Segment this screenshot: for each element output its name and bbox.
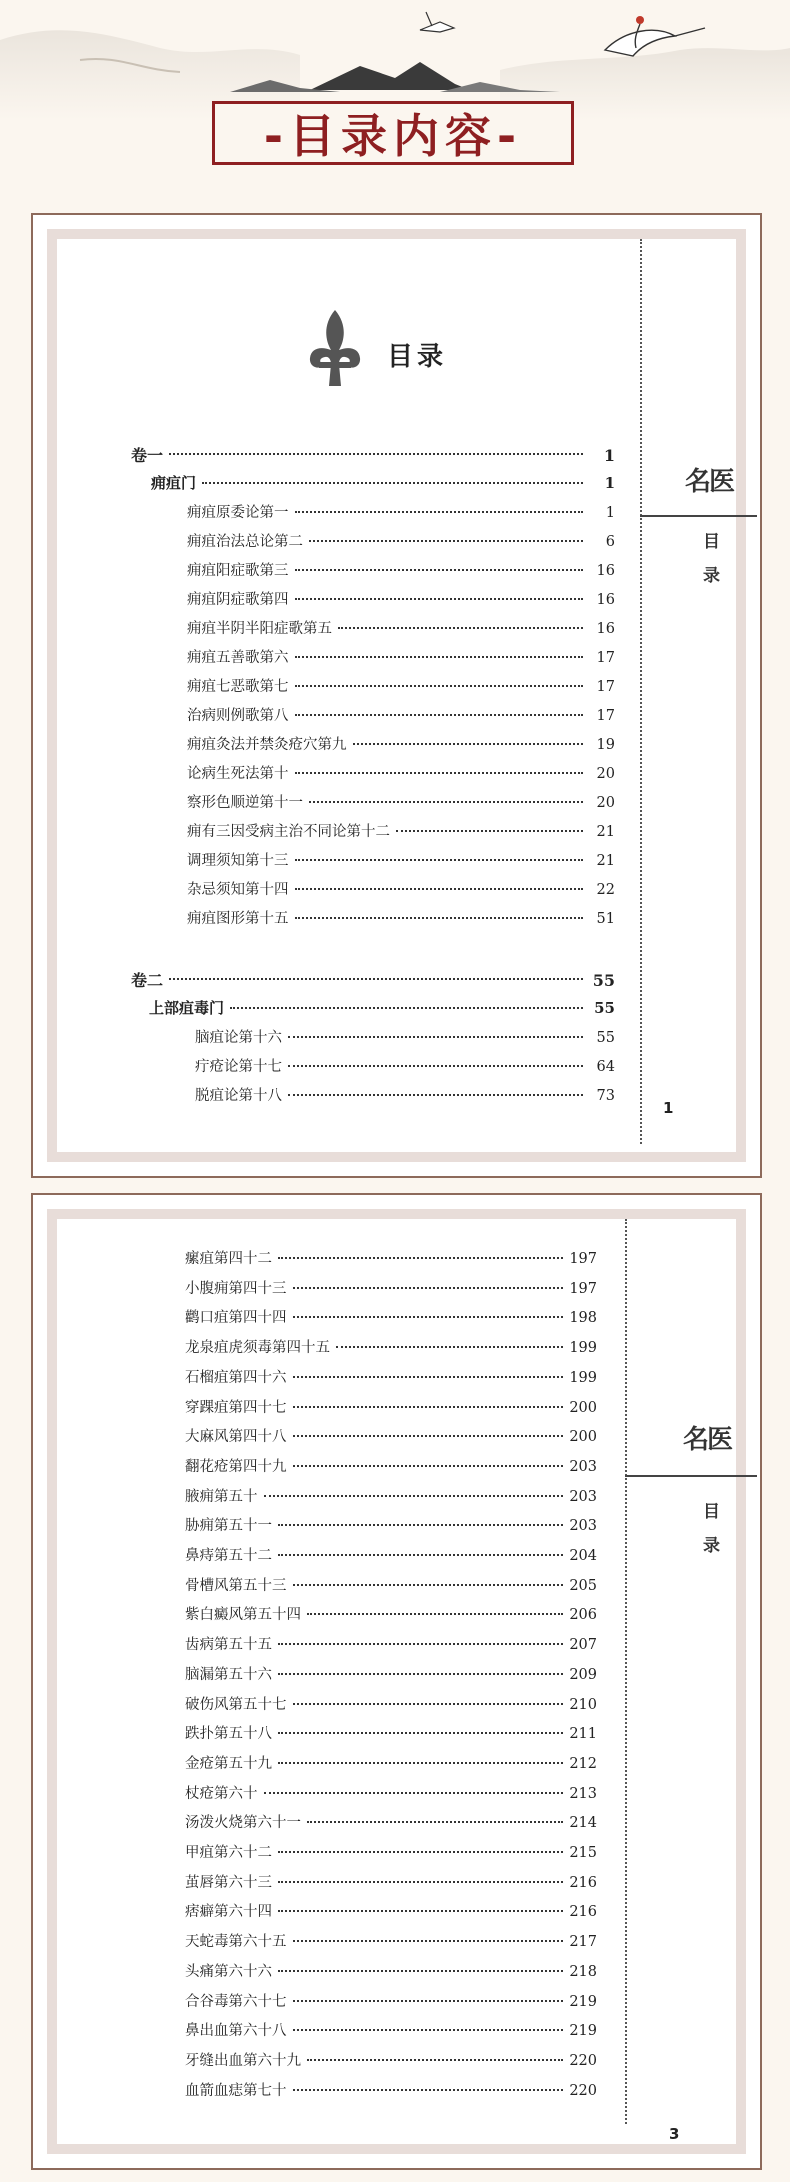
toc-list-2 — [57, 1219, 736, 2144]
toc-entry-page: 219 — [569, 1993, 597, 2010]
toc-entry-label: 脑漏第五十六 — [185, 1666, 272, 1683]
toc-entry-page: 218 — [569, 1963, 597, 1980]
dot-leader — [353, 743, 584, 745]
toc-entry[interactable] — [185, 1841, 597, 1863]
toc-entry-page: 1 — [603, 446, 615, 465]
toc-entry[interactable] — [185, 1990, 597, 2012]
toc-entry[interactable] — [185, 1336, 597, 1358]
page-divider — [625, 1219, 627, 2124]
side-rule — [625, 1475, 757, 1477]
toc-entry[interactable] — [185, 1247, 597, 1269]
toc-entry-page: 203 — [569, 1518, 597, 1535]
toc-entry-page: 220 — [569, 2082, 597, 2099]
dot-leader — [230, 1007, 583, 1009]
dot-leader — [264, 1495, 564, 1497]
toc-entry-label: 脑疽论第十六 — [195, 1030, 282, 1046]
toc-entry[interactable] — [185, 1752, 597, 1774]
toc-entry-label: 骨槽风第五十三 — [185, 1577, 287, 1594]
toc-entry-label: 金疮第五十九 — [185, 1755, 272, 1772]
toc-entry-label: 腋痈第五十 — [185, 1488, 258, 1505]
toc-entry-page: 1 — [605, 505, 615, 521]
toc-entry-page: 204 — [569, 1548, 597, 1564]
side-char-lu: 录 — [703, 1536, 720, 1556]
toc-entry[interactable] — [131, 968, 615, 990]
toc-entry[interactable] — [185, 1514, 597, 1536]
toc-entry-label: 天蛇毒第六十五 — [185, 1934, 287, 1951]
dot-leader — [278, 1970, 563, 1972]
toc-entry-page: 206 — [569, 1607, 597, 1624]
toc-entry-label: 汤泼火烧第六十一 — [185, 1815, 301, 1832]
dot-leader — [264, 1792, 564, 1794]
dot-leader — [295, 888, 584, 890]
side-rule — [640, 515, 757, 517]
dot-leader — [309, 801, 583, 803]
toc-entry[interactable] — [187, 704, 615, 726]
toc-entry[interactable] — [185, 1574, 597, 1596]
page-number: 3 — [669, 2125, 680, 2143]
dot-leader — [336, 1346, 563, 1348]
dot-leader — [295, 917, 584, 919]
toc-entry[interactable] — [185, 1396, 597, 1418]
toc-entry[interactable] — [187, 617, 615, 639]
toc-entry[interactable] — [187, 588, 615, 610]
toc-entry-page: 203 — [569, 1458, 597, 1475]
dot-leader — [293, 1703, 564, 1705]
dot-leader — [309, 540, 583, 542]
dot-leader — [293, 1287, 564, 1289]
toc-entry[interactable] — [187, 530, 615, 552]
toc-entry-page: 55 — [596, 1030, 615, 1046]
dot-leader — [295, 685, 584, 687]
toc-entry-label: 痈疽原委论第一 — [187, 505, 289, 521]
dot-leader — [293, 1435, 564, 1437]
toc-entry[interactable] — [185, 1306, 597, 1328]
dot-leader — [293, 1316, 564, 1318]
toc-entry-label: 鼻痔第五十二 — [185, 1548, 272, 1564]
toc-entry-page: 17 — [596, 650, 615, 666]
toc-entry-page: 20 — [596, 795, 615, 811]
toc-entry[interactable] — [185, 1485, 597, 1507]
toc-entry[interactable] — [185, 1277, 597, 1299]
dot-leader — [288, 1036, 583, 1038]
toc-entry[interactable] — [187, 733, 615, 755]
toc-entry-label: 脱疽论第十八 — [195, 1088, 282, 1104]
toc-entry-page: 55 — [594, 999, 615, 1017]
dot-leader — [293, 1376, 564, 1378]
toc-entry-label: 穿踝疽第四十七 — [185, 1399, 287, 1416]
dot-leader — [295, 598, 584, 600]
toc-entry[interactable] — [187, 791, 615, 813]
toc-entry-label: 合谷毒第六十七 — [185, 1993, 287, 2010]
toc-entry-page: 6 — [605, 534, 615, 550]
toc-entry-label: 血箭血痣第七十 — [185, 2082, 287, 2099]
toc-entry[interactable] — [185, 1693, 597, 1715]
toc-entry[interactable] — [185, 1930, 597, 1952]
toc-entry-label: 鼻出血第六十八 — [185, 2023, 287, 2040]
dot-leader — [295, 656, 584, 658]
dot-leader — [288, 1094, 583, 1096]
toc-entry-page: 216 — [569, 1904, 597, 1921]
dot-leader — [278, 1910, 563, 1912]
toc-entry[interactable] — [185, 1960, 597, 1982]
toc-entry-page: 215 — [569, 1845, 597, 1861]
dot-leader — [278, 1524, 563, 1526]
toc-entry-page: 16 — [596, 621, 615, 637]
toc-page-1-inner — [47, 229, 746, 1162]
toc-entry-label: 痈疽门 — [151, 474, 197, 492]
toc-entry-label: 痈疽灸法并禁灸疮穴第九 — [187, 737, 347, 753]
toc-entry-label: 论病生死法第十 — [187, 766, 289, 782]
toc-entry-page: 200 — [569, 1429, 597, 1446]
toc-entry-page: 16 — [596, 592, 615, 608]
toc-entry-label: 治病则例歌第八 — [187, 708, 289, 724]
header-banner — [0, 0, 790, 190]
toc-entry[interactable] — [185, 1544, 597, 1566]
toc-entry-page: 213 — [569, 1785, 597, 1802]
toc-entry-label: 紫白癜风第五十四 — [185, 1607, 301, 1624]
dot-leader — [293, 1584, 564, 1586]
toc-entry-page: 203 — [569, 1488, 597, 1505]
toc-entry-page: 73 — [596, 1088, 615, 1104]
toc-entry-page: 197 — [569, 1280, 597, 1297]
toc-entry-label: 痈疽阴症歌第四 — [187, 592, 289, 608]
dot-leader — [169, 453, 583, 455]
dot-leader — [278, 1257, 563, 1259]
toc-entry-label: 杖疮第六十 — [185, 1785, 258, 1802]
toc-entry[interactable] — [185, 1455, 597, 1477]
dot-leader — [293, 1465, 564, 1467]
toc-entry-page: 212 — [569, 1755, 597, 1772]
dot-leader — [307, 2059, 563, 2061]
toc-entry-page: 16 — [596, 563, 615, 579]
dot-leader — [307, 1821, 563, 1823]
fleur-de-lis-icon — [307, 306, 363, 390]
toc-entry-page: 20 — [596, 766, 615, 782]
toc-entry-page: 55 — [592, 971, 615, 990]
toc-entry-label: 小腹痈第四十三 — [185, 1280, 287, 1297]
toc-entry[interactable] — [187, 907, 615, 929]
side-char-mu: 目 — [703, 532, 720, 552]
toc-entry[interactable] — [187, 878, 615, 900]
toc-entry-label: 痈有三因受病主治不同论第十二 — [187, 824, 390, 840]
toc-entry-page: 217 — [569, 1934, 597, 1951]
toc-page-1 — [31, 213, 762, 1178]
toc-entry-page: 211 — [569, 1726, 597, 1743]
toc-entry[interactable] — [185, 1663, 597, 1685]
side-char-mu: 目 — [703, 1502, 720, 1522]
toc-entry-page: 199 — [569, 1340, 597, 1357]
page-divider — [640, 239, 642, 1144]
dot-leader — [396, 830, 583, 832]
dot-leader — [278, 1554, 563, 1556]
toc-entry[interactable] — [195, 1084, 615, 1106]
dot-leader — [295, 714, 584, 716]
toc-entry[interactable] — [187, 820, 615, 842]
toc-entry-label: 头痛第六十六 — [185, 1963, 272, 1980]
dot-leader — [293, 2029, 564, 2031]
toc-entry-label: 瘰疽第四十二 — [185, 1251, 272, 1267]
toc-entry-page: 199 — [569, 1369, 597, 1386]
toc-entry-label: 跌扑第五十八 — [185, 1726, 272, 1743]
toc-entry-label: 翻花疮第四十九 — [185, 1458, 287, 1475]
toc-entry[interactable] — [185, 1425, 597, 1447]
dot-leader — [278, 1673, 563, 1675]
toc-entry-page: 21 — [596, 853, 615, 869]
toc-entry-label: 痈疽阳症歌第三 — [187, 563, 289, 579]
toc-entry-page: 17 — [596, 708, 615, 724]
dot-leader — [288, 1065, 583, 1067]
dot-leader — [307, 1613, 563, 1615]
dot-leader — [295, 569, 584, 571]
publisher-logo: 名医 — [685, 467, 734, 497]
toc-entry-page: 216 — [569, 1874, 597, 1891]
dot-leader — [293, 1940, 564, 1942]
toc-entry[interactable] — [195, 1055, 615, 1077]
toc-entry-page: 220 — [569, 2052, 597, 2069]
dot-leader — [293, 2000, 564, 2002]
toc-entry-label: 调理须知第十三 — [187, 853, 289, 869]
toc-entry[interactable] — [187, 675, 615, 697]
dot-leader — [293, 2089, 564, 2091]
toc-entry-page: 209 — [569, 1666, 597, 1683]
dot-leader — [278, 1732, 563, 1734]
page-number: 1 — [663, 1099, 674, 1117]
toc-entry-label: 胁痈第五十一 — [185, 1518, 272, 1535]
toc-entry-label: 痈疽半阴半阳症歌第五 — [187, 621, 332, 637]
toc-heading: 目录 — [387, 342, 448, 372]
publisher-logo: 名医 — [683, 1425, 732, 1455]
toc-entry[interactable] — [185, 1811, 597, 1833]
dot-leader — [169, 978, 583, 980]
toc-entry-label: 大麻风第四十八 — [185, 1429, 287, 1446]
toc-entry-page: 214 — [569, 1815, 597, 1832]
toc-page-2 — [31, 1193, 762, 2170]
toc-entry-label: 龙泉疽虎须毒第四十五 — [185, 1340, 330, 1357]
toc-entry-label: 石榴疽第四十六 — [185, 1369, 287, 1386]
side-char-lu: 录 — [703, 566, 720, 586]
dot-leader — [295, 772, 584, 774]
toc-entry-page: 210 — [569, 1696, 597, 1713]
toc-entry-page: 198 — [569, 1310, 597, 1327]
toc-entry-label: 甲疽第六十二 — [185, 1845, 272, 1861]
toc-entry-page: 51 — [596, 911, 615, 927]
toc-entry-label: 痈疽五善歌第六 — [187, 650, 289, 666]
page-title: -目录内容- — [212, 101, 574, 165]
toc-entry-label: 牙缝出血第六十九 — [185, 2052, 301, 2069]
toc-entry[interactable] — [151, 472, 615, 494]
toc-entry-page: 219 — [569, 2023, 597, 2040]
toc-entry-page: 200 — [569, 1399, 597, 1416]
toc-entry-page: 207 — [569, 1637, 597, 1654]
toc-entry[interactable] — [185, 1603, 597, 1625]
toc-entry-label: 痈疽图形第十五 — [187, 911, 289, 927]
toc-entry-label: 察形色顺逆第十一 — [187, 795, 303, 811]
toc-entry-page: 19 — [596, 737, 615, 753]
dot-leader — [202, 482, 583, 484]
toc-entry[interactable] — [187, 762, 615, 784]
toc-entry-page: 1 — [604, 474, 615, 492]
toc-entry-page: 22 — [596, 882, 615, 898]
dot-leader — [295, 859, 584, 861]
toc-entry-page: 17 — [596, 679, 615, 695]
toc-entry-label: 茧唇第六十三 — [185, 1874, 272, 1891]
toc-entry[interactable] — [131, 443, 615, 465]
toc-entry[interactable] — [185, 1782, 597, 1804]
dot-leader — [278, 1881, 563, 1883]
dot-leader — [278, 1851, 563, 1853]
toc-entry-page: 205 — [569, 1577, 597, 1594]
toc-list-1 — [57, 239, 736, 1152]
toc-entry[interactable] — [185, 2049, 597, 2071]
toc-entry-label: 疔疮论第十七 — [195, 1059, 282, 1075]
toc-page-2-inner — [47, 1209, 746, 2154]
dot-leader — [278, 1643, 563, 1645]
toc-entry-page: 197 — [569, 1251, 597, 1267]
toc-entry-label: 齿病第五十五 — [185, 1637, 272, 1654]
toc-entry[interactable] — [187, 559, 615, 581]
dot-leader — [293, 1406, 564, 1408]
toc-entry[interactable] — [185, 1722, 597, 1744]
toc-entry[interactable] — [185, 2079, 597, 2101]
toc-entry[interactable] — [187, 849, 615, 871]
toc-entry-label: 痞癖第六十四 — [185, 1904, 272, 1921]
toc-entry-label: 上部疽毒门 — [149, 999, 225, 1017]
toc-entry[interactable] — [195, 1026, 615, 1048]
dot-leader — [295, 511, 584, 513]
toc-entry-label: 杂忌须知第十四 — [187, 882, 289, 898]
toc-entry[interactable] — [185, 1366, 597, 1388]
dot-leader — [278, 1762, 563, 1764]
toc-entry-page: 21 — [596, 824, 615, 840]
toc-entry[interactable] — [185, 1871, 597, 1893]
toc-entry-label: 痈疽七恶歌第七 — [187, 679, 289, 695]
toc-entry[interactable] — [185, 1900, 597, 1922]
dot-leader — [338, 627, 583, 629]
toc-entry[interactable] — [187, 501, 615, 523]
toc-entry-label: 卷一 — [131, 446, 164, 465]
toc-entry-label: 鹳口疽第四十四 — [185, 1310, 287, 1327]
toc-entry[interactable] — [149, 997, 615, 1019]
toc-entry[interactable] — [187, 646, 615, 668]
toc-entry-label: 破伤风第五十七 — [185, 1696, 287, 1713]
toc-entry-page: 64 — [596, 1059, 615, 1075]
toc-entry-label: 痈疽治法总论第二 — [187, 534, 303, 550]
toc-entry-label: 卷二 — [131, 971, 164, 990]
toc-entry[interactable] — [185, 2019, 597, 2041]
toc-entry[interactable] — [185, 1633, 597, 1655]
